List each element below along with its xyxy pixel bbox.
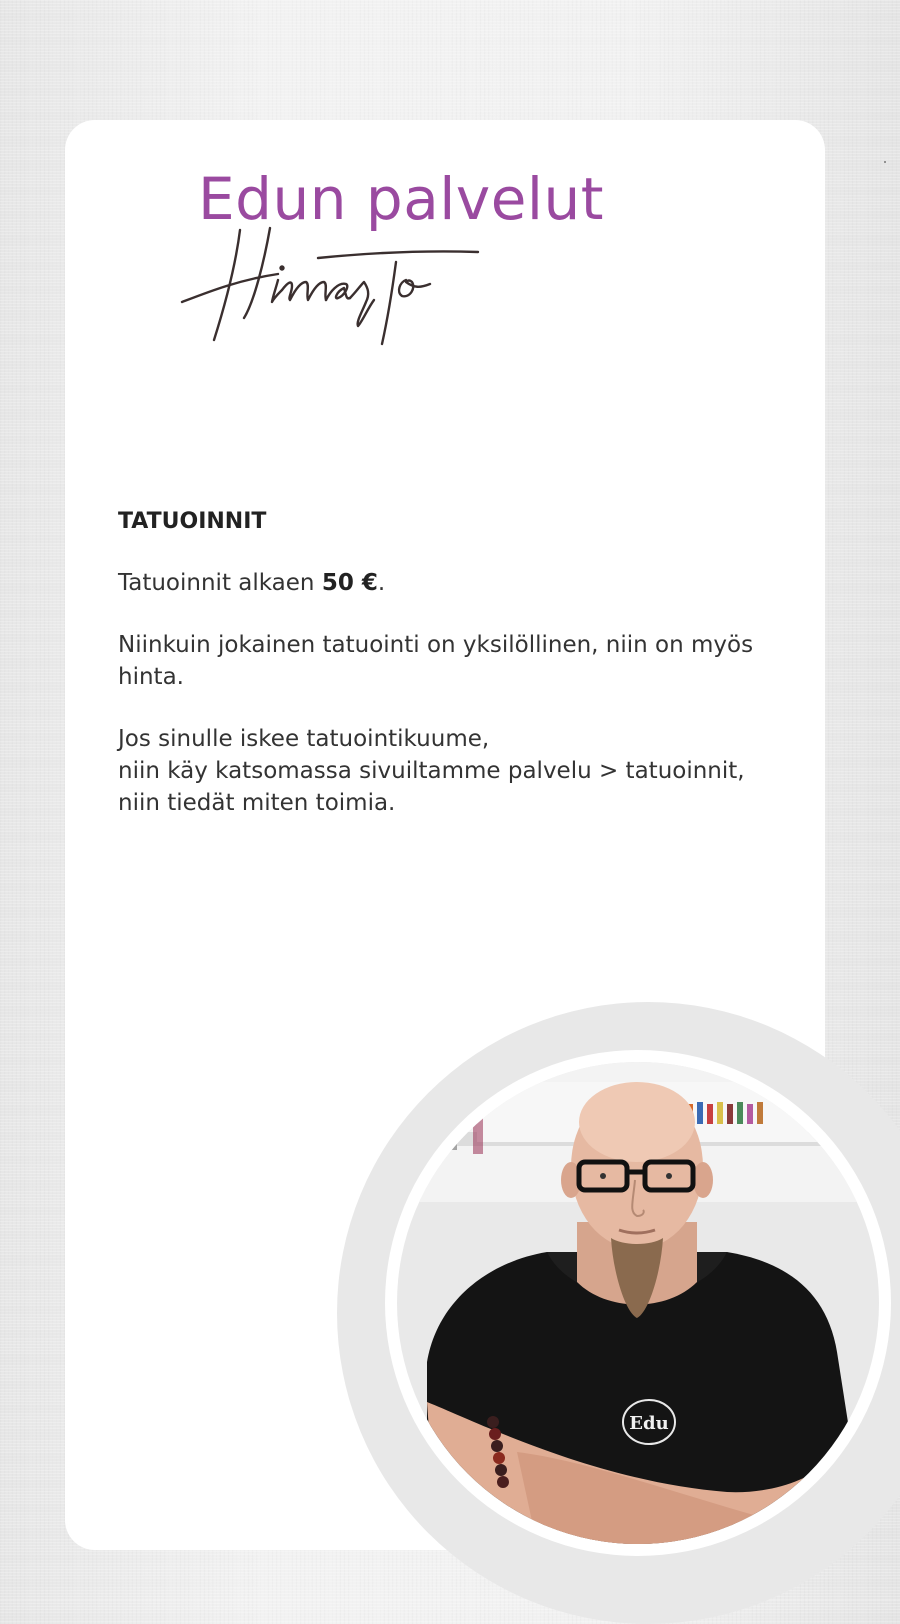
portrait-photo (397, 1062, 879, 1544)
decorative-dot (884, 161, 886, 163)
uniqueness-paragraph (118, 629, 778, 693)
paragraph-line: hinta. (118, 664, 184, 690)
paragraph-line: Jos sinulle iskee tatuointikuume, (118, 726, 490, 752)
shirt-logo-text: Edu (629, 1413, 669, 1434)
portrait-illustration (397, 1062, 879, 1544)
paragraph-line: niin käy katsomassa sivuiltamme palvelu > tatuoinnit, (118, 758, 745, 784)
paragraph-line: niin tiedät miten toimia. (118, 790, 396, 816)
tattoo-section (118, 505, 778, 849)
price-prefix: Tatuoinnit alkaen (118, 570, 322, 596)
paragraph-line: Niinkuin jokainen tatuointi on yksilöllinen, niin on myös (118, 632, 754, 658)
script-title-hinnasto (178, 222, 488, 362)
price-paragraph (118, 567, 778, 599)
section-heading: TATUOINNIT (118, 509, 267, 534)
brand-title: Edun palvelut (198, 165, 605, 233)
instructions-paragraph (118, 723, 778, 819)
price-value: 50 € (321, 570, 378, 596)
price-suffix: . (377, 570, 386, 596)
